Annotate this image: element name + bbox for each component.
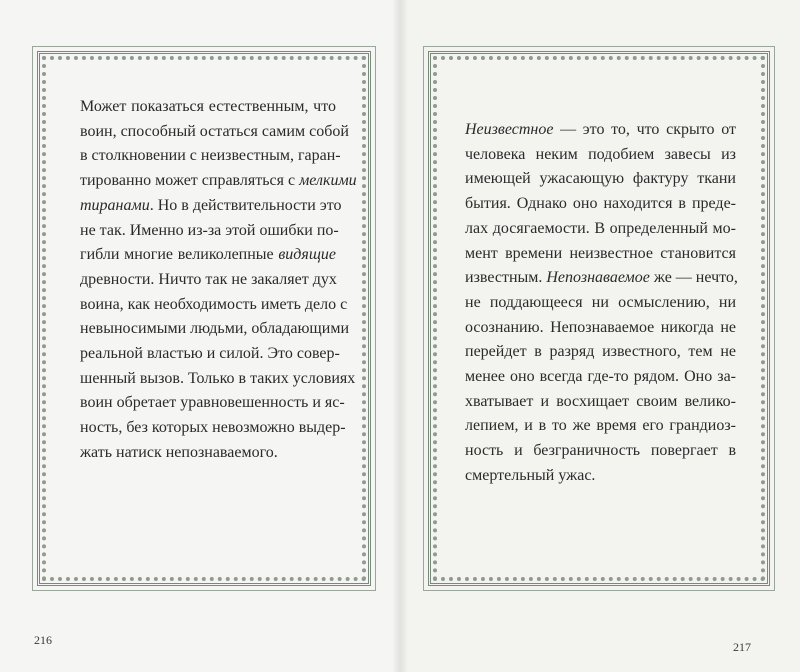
text-line: тированно может справляться с мелкими [80, 172, 357, 190]
text-line: реальной властью и силой. Это совер- [80, 345, 340, 363]
text-line: тиранами. Но в действительности это [80, 196, 342, 214]
text-line: жать натиск непознаваемого. [80, 443, 278, 461]
text-line: не поддающееся ни осмыслению, ни [465, 293, 736, 311]
text-line: имеющей ужасающую фактуру ткани [465, 170, 736, 188]
text-line: лах досягаемости. В определенный мо- [465, 219, 736, 237]
text-line: осознанию. Непознаваемое никогда не [465, 318, 736, 336]
text-line: смертельный ужас. [465, 466, 596, 484]
text-line: лепием, и в то же время его грандиоз- [465, 417, 736, 435]
text-line: человека неким подобием завесы из [465, 145, 736, 163]
text-line: Может показаться естественным, что [80, 98, 336, 115]
text-line: бытия. Однако оно находится в преде- [465, 195, 736, 213]
text-line: шенный вызов. Только в таких условиях [80, 369, 356, 387]
text-line: ность, без которых невозможно выдер- [80, 419, 346, 437]
text-line: воина, как необходимость иметь дело с [80, 295, 348, 313]
text-line: мент времени неизвестное становится [465, 244, 736, 262]
text-line: невыносимыми людьми, обладающими [80, 320, 349, 338]
left-page-text [80, 95, 357, 466]
text-line: в столкновении с неизвестным, гаран- [80, 147, 341, 165]
text-line: перейдет в разряд известного, тем не [465, 343, 736, 361]
text-line: хватывает и восхищает своим велико- [465, 392, 736, 410]
text-line: не так. Именно из-за этой ошибки по- [80, 221, 339, 239]
text-line: воин, способный остаться самим собой [80, 122, 349, 140]
right-page [400, 0, 800, 672]
page-number: 217 [733, 640, 751, 654]
book-spine-shadow [392, 0, 408, 672]
text-line: менее оно всегда где-то рядом. Оно за- [465, 368, 736, 386]
text-line: гибли многие великолепные видящие [80, 246, 336, 264]
right-page-text [465, 118, 736, 489]
text-line: известным. Непознаваемое же — нечто, [465, 269, 738, 287]
text-line: ность и безграничность повергает в [465, 442, 736, 460]
text-line: древности. Ничто так не закаляет дух [80, 270, 337, 288]
page-number: 216 [34, 633, 52, 647]
text-line: Неизвестное — это то, что скрыто от [465, 121, 736, 138]
text-line: воин обретает уравновешенность и яс- [80, 394, 345, 412]
